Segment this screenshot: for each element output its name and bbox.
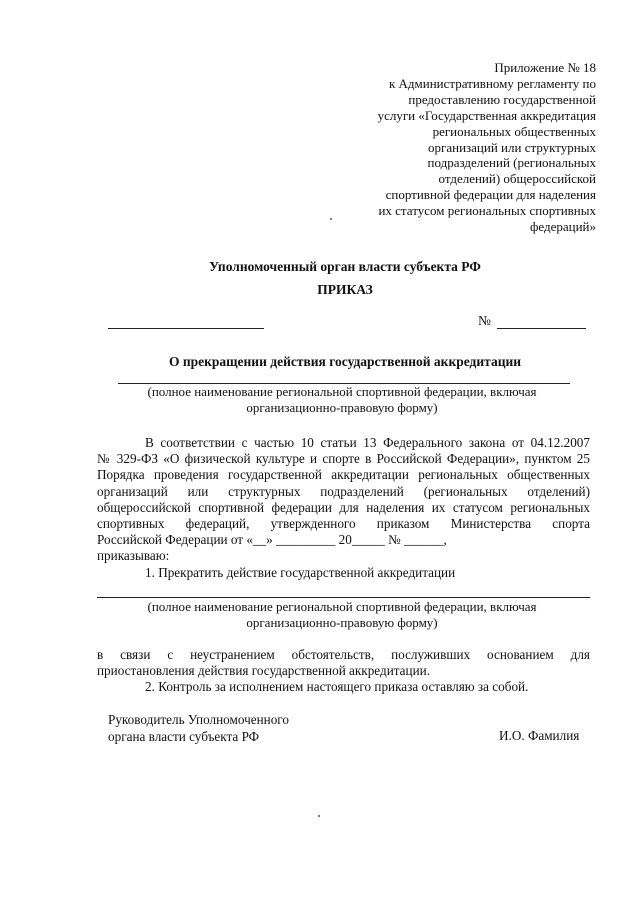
body-paragraph-1 [97, 435, 590, 581]
federation-name-caption-2 [97, 599, 587, 631]
authority-heading: Уполномоченный орган власти субъекта РФ [209, 259, 481, 274]
date-blank-line [108, 328, 264, 329]
appendix-block [300, 60, 596, 235]
appendix-line: организаций или структурных [428, 139, 596, 155]
body-line: Российской Федерации от «__» _________ 20_____ № ______, [97, 532, 447, 548]
body-line: в связи с неустранением обстоятельств, послуживших основанием для [97, 647, 590, 662]
number-label: № [478, 313, 491, 328]
body-line: спортивных федераций, утвержденного приказом Министерства спорта [97, 516, 590, 532]
signature-position [108, 712, 289, 745]
signature-name: И.О. Фамилия [499, 728, 580, 743]
scan-speck [318, 815, 320, 817]
appendix-line: федераций» [529, 219, 596, 235]
appendix-line: спортивной федерации для наделения [385, 187, 596, 203]
appendix-line: отделений) общероссийской [438, 171, 596, 187]
federation-name-caption [97, 384, 587, 416]
body-line: организаций или структурных подразделений (региональных отделений) [97, 483, 590, 499]
number-blank-line [497, 328, 586, 329]
order-word: приказываю: [97, 548, 170, 564]
order-title: О прекращении действия государственной аккредитации [168, 354, 522, 369]
signature-position-line: органа власти субъекта РФ [108, 728, 260, 744]
appendix-line: подразделений (региональных [427, 155, 596, 171]
body-line: общероссийской спортивной федерации для наделения их статусом региональных [97, 499, 590, 515]
body-line: Порядка проведения государственной аккредитации региональных общественных [97, 467, 590, 483]
appendix-line: к Административному регламенту по [388, 75, 596, 91]
signature-position-line: Руководитель Уполномоченного [108, 712, 289, 727]
doc-type-heading: ПРИКАЗ [317, 282, 373, 297]
body-paragraph-2 [97, 647, 590, 696]
body-line: приостановления действия государственной аккредитации. [97, 663, 430, 679]
item-2: 2. Контроль за исполнением настоящего приказа оставляю за собой. [145, 679, 529, 695]
caption-line: (полное наименование региональной спортивной федерации, включая [147, 599, 537, 614]
appendix-line: предоставлению государственной [408, 91, 596, 107]
scan-speck [330, 218, 332, 220]
caption-line: (полное наименование региональной спортивной федерации, включая [147, 384, 537, 399]
appendix-line: региональных общественных [432, 123, 596, 139]
caption-line: организационно-правовую форму) [246, 615, 438, 630]
appendix-line: Приложение № 18 [494, 60, 596, 75]
caption-line: организационно-правовую форму) [246, 400, 438, 415]
item-1: 1. Прекратить действие государственной аккредитации [145, 564, 456, 580]
body-line: № 329-ФЗ «О физической культуре и спорте в Российской Федерации», пунктом 25 [97, 451, 590, 467]
federation-name-blank-line-2 [97, 597, 590, 598]
body-line: В соответствии с частью 10 статьи 13 Федерального закона от 04.12.2007 [145, 435, 590, 450]
appendix-line: их статусом региональных спортивных [378, 203, 596, 219]
appendix-line: услуги «Государственная аккредитация [377, 107, 596, 123]
